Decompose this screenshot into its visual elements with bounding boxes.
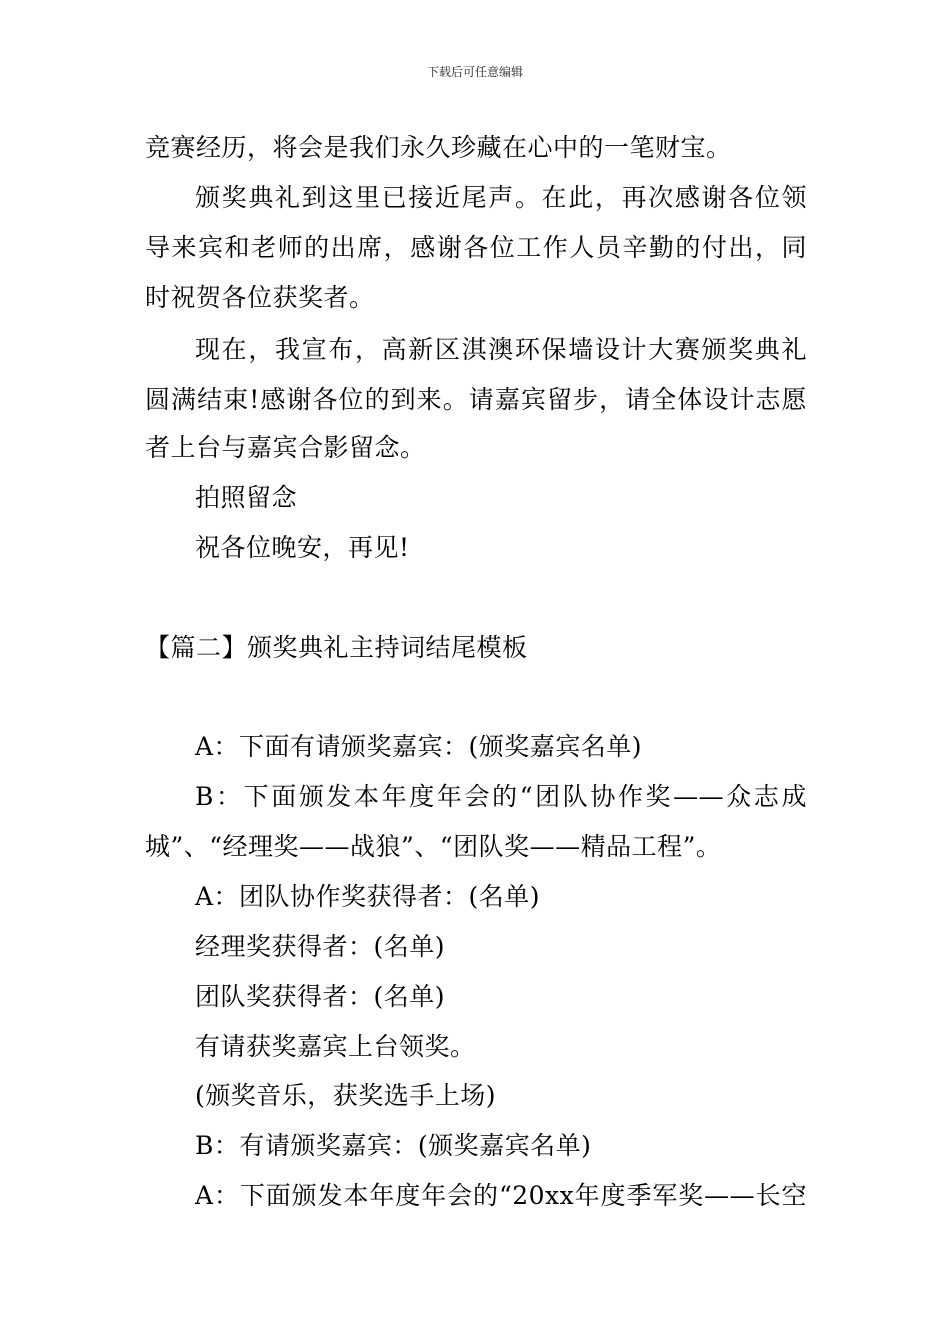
text-line-14: 经理奖获得者：(名单) [195, 932, 446, 961]
page-header-note: 下载后可任意编辑 [426, 65, 523, 79]
text-line-15: 团队奖获得者：(名单) [195, 982, 446, 1011]
text-line-9: 祝各位晚安，再见! [195, 533, 410, 562]
text-line-16: 有请获奖嘉宾上台领奖。 [195, 1032, 476, 1061]
text-line-6: 圆满结束!感谢各位的到来。请嘉宾留步，请全体设计志愿 [145, 385, 807, 414]
text-line-18: B：有请颁奖嘉宾：(颁奖嘉宾名单) [195, 1131, 592, 1160]
text-line-17: (颁奖音乐，获奖选手上场) [195, 1081, 497, 1110]
text-line-7: 者上台与嘉宾合影留念。 [145, 433, 426, 462]
text-line-5: 现在，我宣布，高新区淇澳环保墙设计大赛颁奖典礼 [195, 335, 807, 364]
text-line-3: 导来宾和老师的出席，感谢各位工作人员辛勤的付出，同 [145, 233, 807, 262]
text-line-19: A：下面颁发本年度年会的“20xx年度季军奖——长空 [195, 1181, 807, 1210]
text-line-8: 拍照留念 [195, 483, 298, 512]
text-line-10: A：下面有请颁奖嘉宾：(颁奖嘉宾名单) [195, 732, 643, 761]
section-heading: 【篇二】颁奖典礼主持词结尾模板 [145, 633, 528, 662]
text-line-1: 竞赛经历，将会是我们永久珍藏在心中的一笔财宝。 [145, 133, 732, 162]
text-line-12: 城”、“经理奖——战狼”、“团队奖——精品工程”。 [145, 832, 722, 861]
text-line-4: 时祝贺各位获奖者。 [145, 283, 375, 312]
text-line-13: A：团队协作奖获得者：(名单) [195, 882, 541, 911]
text-line-2: 颁奖典礼到这里已接近尾声。在此，再次感谢各位领 [195, 183, 807, 212]
text-line-11: B：下面颁发本年度年会的“团队协作奖——众志成 [195, 782, 807, 811]
